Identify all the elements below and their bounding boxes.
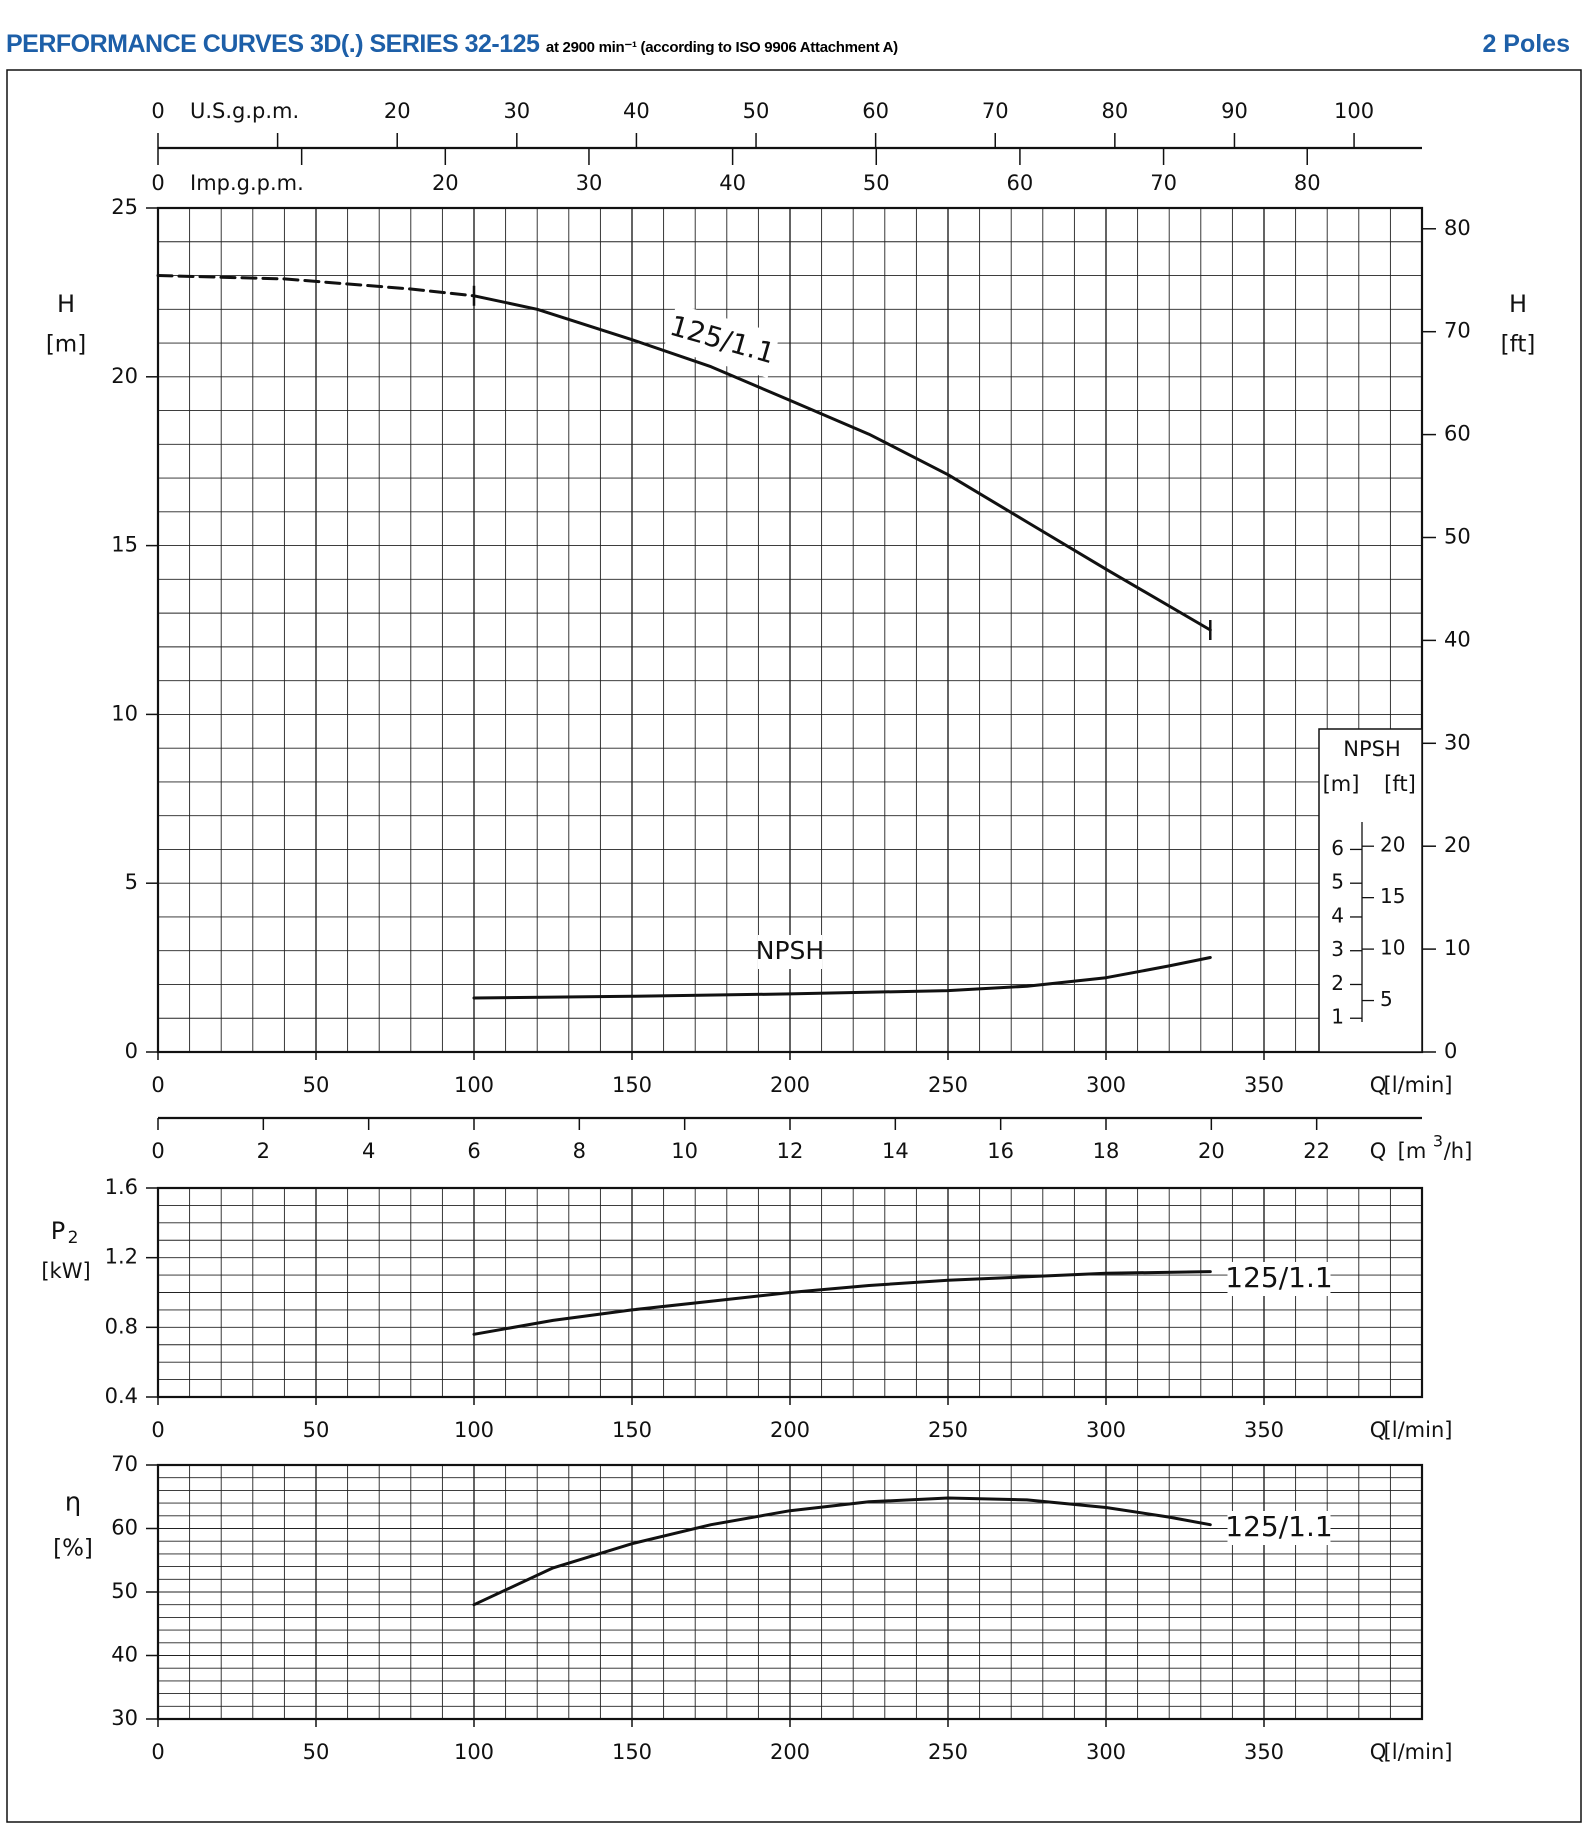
npsh-inset-m-tick-label: 5 xyxy=(1331,869,1344,894)
npsh-inset-m-tick-label: 6 xyxy=(1331,835,1344,860)
top-axis-usgpm-tick-label: 0 xyxy=(151,99,165,123)
power-panel-x-tick-label: 50 xyxy=(302,1418,330,1442)
eff-panel-x-tick-label: 200 xyxy=(769,1740,811,1764)
power-panel-y-tick-label: 0.8 xyxy=(104,1314,138,1339)
eff-panel-x-tick-label: 250 xyxy=(927,1740,969,1764)
head-panel-x-tick-label: 200 xyxy=(769,1073,811,1097)
head-panel-x-unit: [l/min] xyxy=(1383,1073,1453,1097)
flow-m3h-x-label: Q xyxy=(1369,1139,1387,1163)
flow-m3h-unit-sup: 3 xyxy=(1432,1131,1444,1151)
top-axis-imp-label: Imp.g.p.m. xyxy=(190,171,304,195)
head-panel-y-tick-label: 10 xyxy=(111,701,138,726)
head-right-y-tick-label: 60 xyxy=(1444,421,1471,446)
head-right-y-tick-label: 40 xyxy=(1444,627,1471,652)
eff-panel-y-tick-label: 40 xyxy=(111,1642,138,1667)
npsh-inset-m-tick-label: 1 xyxy=(1331,1004,1344,1029)
flow-m3h-tick-label: 22 xyxy=(1303,1139,1331,1163)
npsh-inset-ft-tick-label: 5 xyxy=(1380,987,1393,1012)
power-y-unit: [kW] xyxy=(41,1259,91,1283)
top-axis-imp-tick-label: 80 xyxy=(1293,171,1321,195)
top-axis-usgpm-tick-label: 30 xyxy=(503,99,531,123)
head-panel-x-tick-label: 250 xyxy=(927,1073,969,1097)
flow-m3h-tick-label: 4 xyxy=(361,1139,376,1163)
flow-m3h-tick-label: 10 xyxy=(671,1139,699,1163)
top-axis-imp-tick-label: 20 xyxy=(431,171,459,195)
flow-m3h-tick-label: 8 xyxy=(572,1139,587,1163)
eff-panel-x-label: Q xyxy=(1369,1740,1387,1764)
title-subtitle: at 2900 min⁻¹ (according to ISO 9906 Attachment A) xyxy=(545,39,898,56)
power-panel-x-tick-label: 350 xyxy=(1243,1418,1285,1442)
eff-panel-y-tick-label: 60 xyxy=(111,1515,138,1540)
eff-panel-x-tick-label: 50 xyxy=(302,1740,330,1764)
eff-panel-x-tick-label: 350 xyxy=(1243,1740,1285,1764)
flow-m3h-tick-label: 16 xyxy=(987,1139,1015,1163)
top-axis-imp-tick-label: 70 xyxy=(1150,171,1177,195)
head-panel-x-tick-label: 300 xyxy=(1085,1073,1127,1097)
top-axis-usgpm-tick-label: 20 xyxy=(383,99,411,123)
head-panel-x-tick-label: 50 xyxy=(302,1073,330,1097)
top-axis-usgpm-tick-label: 50 xyxy=(742,99,770,123)
poles-label: 2 Poles xyxy=(1482,30,1570,58)
head-panel-y-tick-label: 20 xyxy=(111,363,138,388)
head-right-y-tick-label: 20 xyxy=(1444,833,1471,858)
top-axis-usgpm-tick-label: 80 xyxy=(1101,99,1129,123)
power-curve-125-1-1 xyxy=(474,1272,1210,1335)
power-panel-x-unit: [l/min] xyxy=(1383,1418,1453,1442)
power-panel-x-tick-label: 250 xyxy=(927,1418,969,1442)
head-panel-x-label: Q xyxy=(1369,1073,1387,1097)
flow-m3h-tick-label: 14 xyxy=(881,1139,909,1163)
top-axis-usgpm-label: U.S.g.p.m. xyxy=(190,99,300,123)
head-right-y-tick-label: 10 xyxy=(1444,936,1471,961)
flow-m3h-tick-label: 20 xyxy=(1197,1139,1225,1163)
power-panel-y-tick-label: 1.6 xyxy=(104,1175,138,1199)
top-axis-usgpm-tick-label: 100 xyxy=(1334,99,1375,123)
power-panel-x-label: Q xyxy=(1369,1418,1387,1442)
head-panel-y-tick-label: 0 xyxy=(124,1039,138,1063)
head-panel-x-tick-label: 350 xyxy=(1243,1073,1285,1097)
head-curve-label: 125/1.1 xyxy=(666,308,779,371)
power-y-label-sub: 2 xyxy=(67,1228,79,1248)
top-axis-usgpm-tick-label: 40 xyxy=(623,99,650,123)
top-axis-usgpm-tick-label: 90 xyxy=(1221,99,1248,123)
head-right-y-tick-label: 80 xyxy=(1444,215,1471,240)
head-panel-grid xyxy=(158,208,1422,1052)
npsh-inset-ft-tick-label: 10 xyxy=(1380,935,1406,960)
npsh-curve xyxy=(474,958,1210,999)
power-panel-x-tick-label: 150 xyxy=(611,1418,653,1442)
head-panel-x-tick-label: 0 xyxy=(151,1073,165,1097)
eff-panel-y-tick-label: 70 xyxy=(111,1452,138,1476)
eff-panel-y-tick-label: 30 xyxy=(111,1706,138,1730)
power-curve-label: 125/1.1 xyxy=(1225,1261,1333,1294)
npsh-inset-ft-tick-label: 20 xyxy=(1380,832,1406,857)
eff-panel-y-tick-label: 50 xyxy=(111,1579,138,1603)
eff-y-unit: [%] xyxy=(53,1535,93,1562)
npsh-inset-ft-tick-label: 15 xyxy=(1380,884,1406,909)
npsh-inset-m-tick-label: 2 xyxy=(1331,970,1344,995)
head-right-y-tick-label: 30 xyxy=(1444,730,1471,755)
npsh-inset-unit-ft: [ft] xyxy=(1384,772,1416,796)
flow-m3h-tick-label: 6 xyxy=(467,1139,481,1163)
head-right-y-tick-label: 70 xyxy=(1444,318,1471,343)
power-panel-x-tick-label: 200 xyxy=(769,1418,811,1442)
eff-y-label: η xyxy=(64,1487,82,1518)
head-right-y-label: H xyxy=(1508,290,1528,318)
head-panel-y-tick-label: 25 xyxy=(111,195,138,219)
power-panel-y-tick-label: 1.2 xyxy=(104,1244,138,1269)
top-axis-imp-tick-label: 40 xyxy=(719,171,746,195)
top-axis-imp-tick-label: 60 xyxy=(1006,171,1034,195)
top-axis-imp-tick-label: 50 xyxy=(862,171,890,195)
eff-curve-125-1-1 xyxy=(474,1498,1210,1605)
head-right-y-tick-label: 0 xyxy=(1444,1039,1458,1063)
eff-panel-x-tick-label: 150 xyxy=(611,1740,653,1764)
eff-panel-x-tick-label: 100 xyxy=(453,1740,495,1764)
eff-panel-x-unit: [l/min] xyxy=(1383,1740,1453,1764)
power-panel-y-tick-label: 0.4 xyxy=(104,1384,138,1408)
head-y-label: H xyxy=(56,290,76,318)
power-panel-x-tick-label: 100 xyxy=(453,1418,495,1442)
power-panel-x-tick-label: 300 xyxy=(1085,1418,1127,1442)
npsh-inset-m-tick-label: 3 xyxy=(1331,937,1344,962)
head-right-y-unit: [ft] xyxy=(1500,331,1536,358)
npsh-inset-m-tick-label: 4 xyxy=(1331,903,1344,928)
title-main: PERFORMANCE CURVES 3D(.) SERIES 32-125 xyxy=(6,30,540,58)
eff-panel-x-tick-label: 0 xyxy=(151,1740,165,1764)
flow-m3h-unit-m: [m xyxy=(1397,1139,1427,1163)
npsh-inset-unit-m: [m] xyxy=(1322,772,1360,796)
eff-panel-x-tick-label: 300 xyxy=(1085,1740,1127,1764)
head-panel-y-tick-label: 5 xyxy=(124,870,138,895)
head-panel-y-tick-label: 15 xyxy=(111,532,138,557)
flow-m3h-tick-label: 0 xyxy=(151,1139,165,1163)
flow-m3h-tick-label: 2 xyxy=(256,1139,271,1163)
power-panel-x-tick-label: 0 xyxy=(151,1418,165,1442)
eff-curve-label: 125/1.1 xyxy=(1225,1510,1333,1543)
head-panel-x-tick-label: 150 xyxy=(611,1073,653,1097)
top-axis-imp-tick-label: 30 xyxy=(575,171,603,195)
head-right-y-tick-label: 50 xyxy=(1444,524,1471,549)
top-axis-usgpm-tick-label: 60 xyxy=(862,99,890,123)
power-y-label: P xyxy=(50,1217,66,1245)
flow-m3h-tick-label: 12 xyxy=(776,1139,804,1163)
npsh-inset-title: NPSH xyxy=(1343,737,1401,761)
top-axis-usgpm-tick-label: 70 xyxy=(981,99,1009,123)
head-panel-x-tick-label: 100 xyxy=(453,1073,495,1097)
flow-m3h-tick-label: 18 xyxy=(1092,1139,1120,1163)
npsh-curve-label: NPSH xyxy=(755,936,825,965)
flow-m3h-unit-h: /h] xyxy=(1443,1139,1473,1163)
eff-panel-grid xyxy=(158,1465,1422,1719)
head-curve-125-1-1 xyxy=(474,296,1210,630)
head-y-unit: [m] xyxy=(45,331,87,358)
top-axis-imp-tick-label: 0 xyxy=(151,171,165,195)
